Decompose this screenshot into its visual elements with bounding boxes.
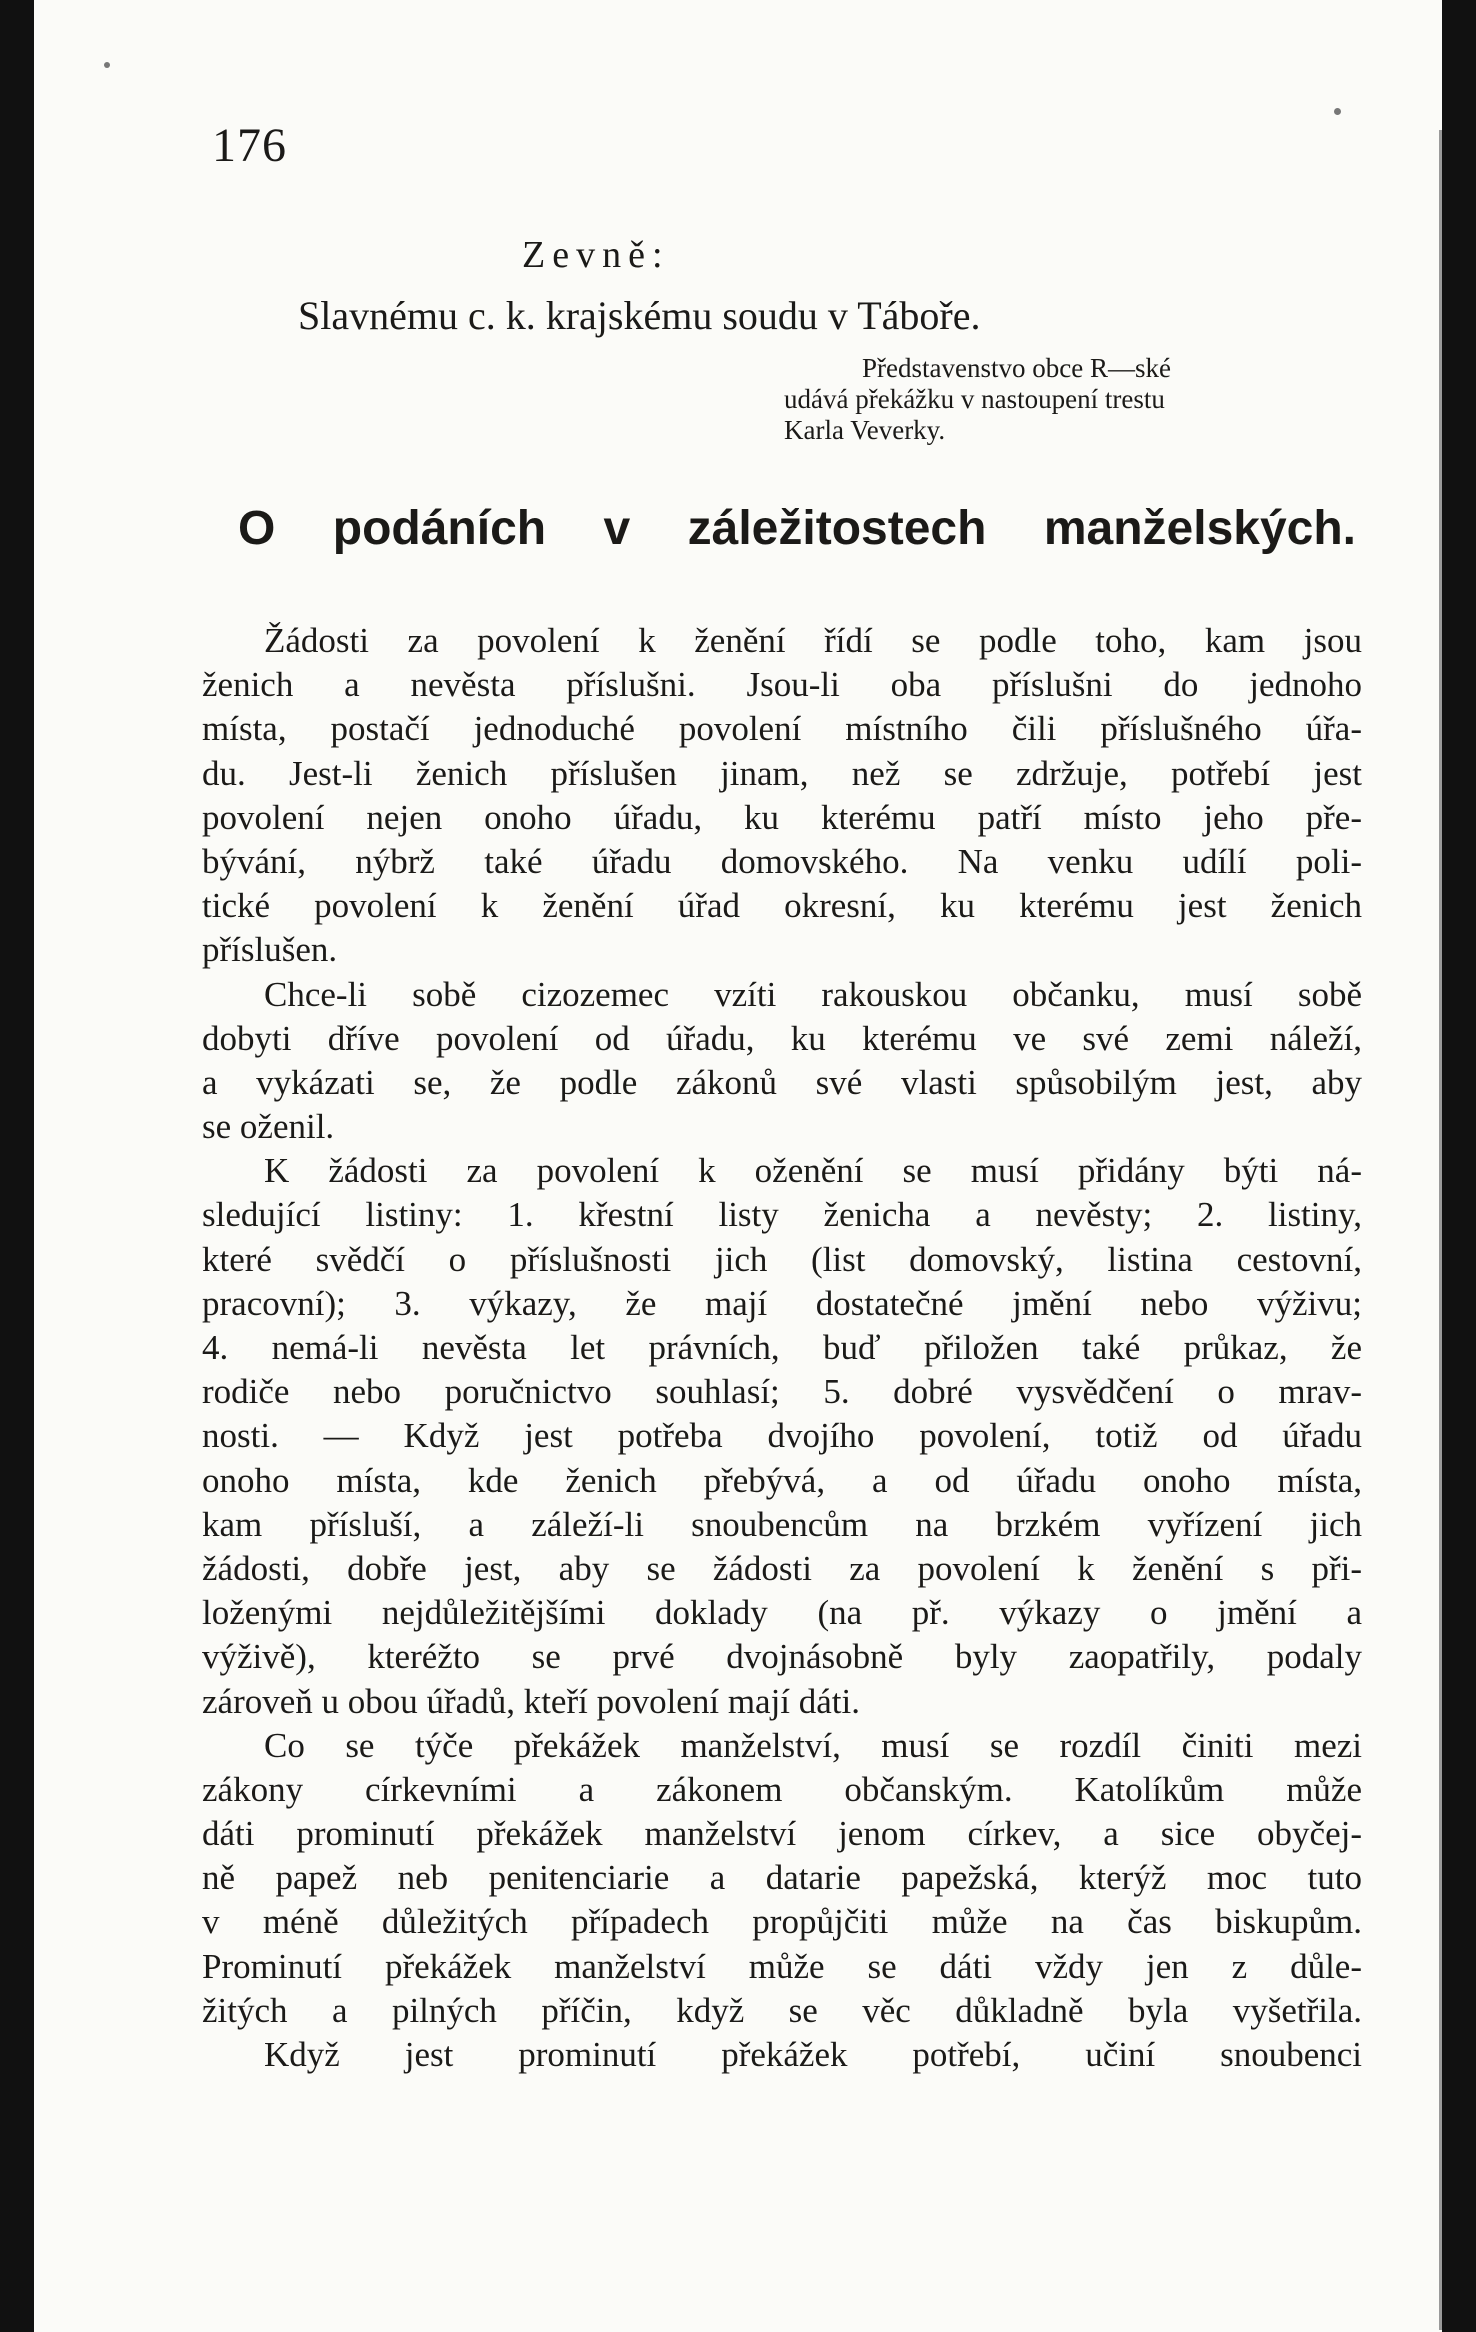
page-edge-shadow	[1439, 130, 1442, 2330]
section-heading: O podáních v záležitostech manželských.	[238, 502, 1356, 555]
body-line: K žádosti za povolení k oženění se musí přidány býti ná-	[264, 1151, 1362, 1191]
body-line: onoho místa, kde ženich přebývá, a od úřadu onoho místa,	[202, 1460, 1362, 1500]
body-line: ženich a nevěsta příslušni. Jsou-li oba příslušni do jednoho	[202, 665, 1362, 705]
body-line: nosti. — Když jest potřeba dvojího povolení, totiž od úřadu	[202, 1416, 1362, 1456]
address-line: Slavnému c. k. krajskému soudu v Táboře.	[298, 293, 981, 338]
note-line: udává překážku v nastoupení trestu	[784, 384, 1165, 414]
body-line: Žádosti za povolení k ženění řídí se podle toho, kam jsou	[264, 621, 1362, 660]
page-number: 176	[212, 119, 287, 172]
body-line: Co se týče překážek manželství, musí se rozdíl činiti mezi	[264, 1725, 1362, 1765]
note-line: Karla Veverky.	[784, 415, 946, 445]
body-line: a vykázati se, že podle zákonů své vlasti spůsobilým jest, aby	[202, 1062, 1362, 1102]
body-line: žádosti, dobře jest, aby se žádosti za povolení k ženění s při-	[202, 1548, 1362, 1588]
body-line: du. Jest-li ženich příslušen jinam, než se zdržuje, potřebí jest	[202, 753, 1362, 793]
body-line: dáti prominutí překážek manželství jenom církev, a sice obyčej-	[202, 1814, 1362, 1854]
body-line: loženými nejdůležitějšími doklady (na př. výkazy o jmění a	[202, 1593, 1362, 1633]
note-line: Představenstvo obce R—ské	[862, 353, 1171, 383]
petition-note	[784, 353, 1404, 446]
book-page	[34, 0, 1442, 2332]
speck-mark	[1334, 108, 1341, 115]
body-line: dobyti dříve povolení od úřadu, ku kterému ve své zemi náleží,	[202, 1018, 1362, 1058]
outside-label: Zevně:	[522, 234, 670, 276]
body-line: výživě), kteréžto se prvé dvojnásobně byly zaopatřily, podaly	[202, 1637, 1362, 1677]
body-line: v méně důležitých případech propůjčiti může na čas biskupům.	[202, 1902, 1362, 1942]
body-line: sledující listiny: 1. křestní listy ženicha a nevěsty; 2. listiny,	[202, 1195, 1362, 1235]
body-line: příslušen.	[202, 930, 338, 970]
body-line: kam přísluší, a záleží-li snoubencům na brzkém vyřízení jich	[202, 1504, 1362, 1544]
body-line: bývání, nýbrž také úřadu domovského. Na venku udílí poli-	[202, 841, 1362, 881]
body-line: pracovní); 3. výkazy, že mají dostatečné jmění nebo výživu;	[202, 1283, 1362, 1323]
body-line: Chce-li sobě cizozemec vzíti rakouskou občanku, musí sobě	[264, 974, 1362, 1014]
body-line: tické povolení k ženění úřad okresní, ku kterému jest ženich	[202, 886, 1362, 926]
body-line: Když jest prominutí překážek potřebí, učiní snoubenci	[264, 2035, 1362, 2074]
body-line: které svědčí o příslušnosti jich (list domovský, listina cestovní,	[202, 1239, 1362, 1279]
body-line: žitých a pilných příčin, když se věc důkladně byla vyšetřila.	[202, 1990, 1362, 2030]
body-line: se oženil.	[202, 1107, 335, 1147]
body-line: rodiče nebo poručnictvo souhlasí; 5. dobré vysvědčení o mrav-	[202, 1372, 1362, 1412]
body-line: ně papež neb penitenciarie a datarie papežská, kterýž moc tuto	[202, 1858, 1362, 1898]
body-line: povolení nejen onoho úřadu, ku kterému patří místo jeho pře-	[202, 797, 1362, 837]
body-line: zákony církevními a zákonem občanským. Katolíkům může	[202, 1769, 1362, 1809]
body-line: 4. nemá-li nevěsta let právních, buď přiložen také průkaz, že	[202, 1328, 1362, 1367]
body-line: Prominutí překážek manželství může se dáti vždy jen z důle-	[202, 1946, 1362, 1986]
body-text	[202, 619, 1362, 2077]
speck-mark	[104, 62, 110, 68]
body-line: místa, postačí jednoduché povolení místního čili příslušného úřa-	[202, 709, 1362, 749]
body-line: zároveň u obou úřadů, kteří povolení mají dáti.	[202, 1681, 861, 1721]
